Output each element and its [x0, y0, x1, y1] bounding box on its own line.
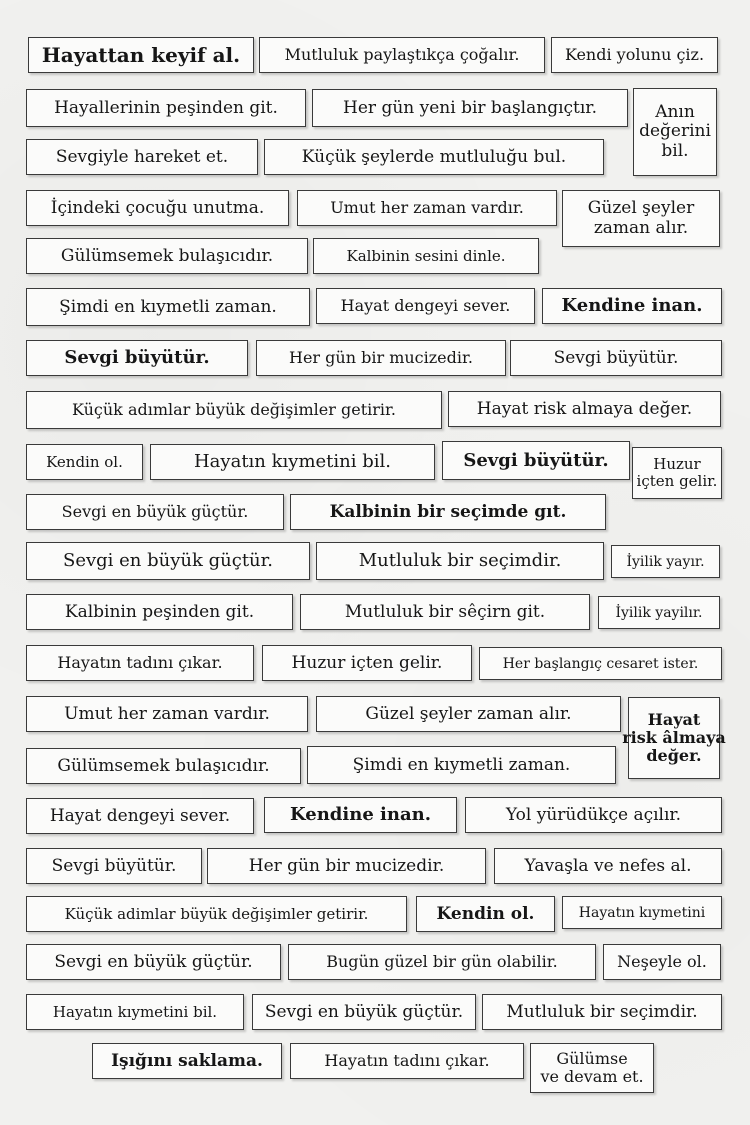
quote-text: Umut her zaman vardır. — [330, 198, 524, 217]
quote-strip-gulumsemek-bulasicidir — [26, 238, 308, 274]
quote-text: Huzur içten gelir. — [291, 652, 443, 673]
quote-text: Mutluluk bir seçimdir. — [506, 1001, 698, 1022]
quote-strip-sevgi-en-buyuk-guctur — [26, 944, 281, 980]
quote-strip-kendin-ol — [416, 896, 555, 932]
quote-strip-kendi-yolunu-ciz — [551, 37, 718, 73]
quote-strip-kendine-inan — [542, 288, 722, 324]
quote-strip-bugun-guzel-bir-gun-olabilir — [288, 944, 596, 980]
quote-text: Sevgi en büyük güçtür. — [63, 550, 273, 571]
quote-text: İyilik yayır. — [626, 553, 705, 570]
quote-strip-umut-her-zaman-vardir — [297, 190, 557, 226]
quote-strip-neseyle-ol — [603, 944, 721, 980]
quote-text: Hayat dengeyi sever. — [49, 805, 231, 826]
quote-strip-hayatin-tadini-cikar — [26, 645, 254, 681]
quote-strip-simdi-en-kiymetli-zaman — [26, 288, 310, 326]
quote-strip-kalbinin-bir-secimde-git — [290, 494, 606, 530]
quote-text: Sevgi büyütür. — [64, 347, 210, 368]
quote-strip-kalbinin-sesini-dinle — [313, 238, 539, 274]
quote-text: değerini — [639, 121, 711, 142]
quote-text: Anın — [655, 102, 695, 123]
quote-strip-hayatin-kiymetini-bil — [150, 444, 435, 480]
quote-text: Kendine inan. — [290, 804, 431, 825]
quote-text: Kendin ol. — [436, 903, 535, 924]
quote-text: Mutluluk paylaştıkça çoğalır. — [284, 45, 520, 64]
quote-strip-mutluluk-bir-secimdir — [482, 994, 722, 1030]
quote-text: Hayat dengeyi sever. — [340, 296, 511, 315]
quote-strip-sevgi-buyutur — [442, 441, 630, 480]
quote-strip-her-gun-bir-mucizedir — [256, 340, 506, 376]
quote-strip-hayat-dengeyi-sever — [316, 288, 535, 324]
quote-strip-hayatin-kiymetini-bil — [26, 994, 244, 1030]
quote-strip-kendine-inan — [264, 797, 457, 833]
quote-text: Güzel şeyler zaman alır. — [365, 703, 572, 724]
quote-text: Huzur — [653, 455, 701, 474]
quote-text: Yol yürüdükçe açılır. — [505, 804, 682, 825]
quote-text: Sevgi büyütür. — [553, 347, 679, 368]
quote-text: Sevgiyle hareket et. — [55, 146, 229, 167]
quote-strip-hayattan-keyif-al — [28, 37, 254, 73]
quote-text: risk âlmaya — [622, 728, 726, 748]
quote-text: İçindeki çocuğu unutma. — [50, 197, 265, 218]
quote-strip-hayatin-tadini-cikar — [290, 1043, 524, 1079]
quote-text: Kalbinin peşinden git. — [64, 601, 255, 622]
quote-strip-kucuk-adimlar-buyuk-degisimler-getirir — [26, 391, 442, 429]
quote-strip-i-yilik-yayilir — [598, 596, 720, 629]
quote-text: Hayallerinin peşinden git. — [54, 97, 278, 118]
quote-strip-simdi-en-kiymetli-zaman — [307, 746, 616, 784]
quote-text: Kalbinin bir seçimde gıt. — [329, 501, 567, 522]
quote-text: Her gün bir mucizedir. — [248, 855, 445, 876]
quote-text: Sevgi en büyük güçtür. — [264, 1001, 464, 1022]
quote-text: Hayatın tadını çıkar. — [324, 1051, 490, 1070]
quote-strip-gulumse-ve-devam-et — [530, 1043, 654, 1093]
quote-text: değer. — [646, 745, 702, 765]
quote-text: İyilik yayilır. — [615, 604, 703, 621]
quote-text: Güzel şeyler — [587, 198, 695, 219]
quote-strip-kalbinin-pesinden-git — [26, 594, 293, 630]
quote-text: Kendine inan. — [561, 295, 703, 316]
quote-strip-hayat-risk-almaya-deger — [448, 391, 721, 427]
quote-text: Kalbinin sesini dinle. — [346, 246, 506, 265]
quote-strip-her-gun-bir-mucizedir — [207, 848, 486, 884]
quote-strip-i-yilik-yayir — [611, 545, 720, 578]
quote-text: zaman alır. — [593, 217, 689, 238]
quote-text: Her başlangıç cesaret ister. — [502, 655, 699, 672]
quote-strip-guzel-seyler-zaman-alir — [562, 190, 720, 247]
quote-text: Sevgi büyütür. — [51, 855, 177, 876]
quote-strip-hayat-dengeyi-sever — [26, 798, 254, 834]
quote-text: Hayatın tadını çıkar. — [57, 653, 223, 672]
quote-text: Şimdi en kıymetli zaman. — [352, 754, 571, 775]
quote-text: Işığını saklama. — [111, 1050, 263, 1071]
quote-strip-her-baslangic-cesaret-ister — [479, 647, 722, 680]
quote-strip-isigini-saklama — [92, 1043, 282, 1079]
quote-strip-kendin-ol — [26, 444, 143, 480]
quote-strip-yavasla-ve-nefes-al — [494, 848, 722, 884]
quote-strip-kucuk-adimlar-buyuk-degisimler-getirir — [26, 896, 407, 932]
quote-text: içten gelir. — [636, 472, 718, 490]
quote-strip-guzel-seyler-zaman-alir — [316, 696, 621, 732]
quote-strip-hayatin-kiymetini — [562, 896, 722, 929]
quote-text: Umut her zaman vardır. — [64, 703, 270, 724]
quote-text: Gülümse — [556, 1049, 628, 1069]
quote-text: Kendi yolunu çiz. — [564, 45, 705, 64]
quote-text: Hayatın kıymetini — [578, 904, 706, 921]
quote-text: Hayatın kıymetini bil. — [193, 451, 391, 472]
quote-strip-sevgi-en-buyuk-guctur — [26, 542, 310, 580]
quote-strip-mutluluk-bir-secimdir — [316, 542, 604, 580]
quote-strip-mutluluk-paylastikca-cogalir — [259, 37, 545, 73]
quote-strip-sevgi-buyutur — [26, 340, 248, 376]
quote-text: Hayat — [647, 710, 701, 730]
quote-strip-sevgi-buyutur — [510, 340, 722, 376]
quote-text: Hayat risk almaya değer. — [476, 398, 693, 419]
quote-strip-sevgi-buyutur — [26, 848, 202, 884]
quote-strip-umut-her-zaman-vardir — [26, 696, 308, 732]
quote-strip-mutluluk-bir-secirn-git — [300, 594, 590, 630]
quote-text: Küçük şeylerde mutluluğu bul. — [301, 146, 567, 167]
quote-text: Gülümsemek bulaşıcıdır. — [60, 245, 274, 266]
quote-strip-yol-yurudukce-acilir — [465, 797, 722, 833]
quote-strip-sevgiyle-hareket-et — [26, 139, 258, 175]
quote-text: Küçük adımlar büyük değişimler getirir. — [72, 400, 396, 419]
quote-text: Sevgi büyütür. — [463, 449, 609, 471]
quote-text: Şimdi en kıymetli zaman. — [59, 296, 277, 317]
quote-strip-kucuk-seylerde-mutlulugu-bul — [264, 139, 604, 175]
quote-strip-her-gun-yeni-bir-baslangictir — [312, 89, 628, 127]
quote-strip-hayallerinin-pesinden-git — [26, 89, 306, 127]
quote-text: Bugün güzel bir gün olabilir. — [326, 952, 558, 971]
quote-text: Mutluluk bir seçimdir. — [358, 550, 562, 571]
quote-text: bil. — [661, 140, 689, 161]
quote-text: Küçük adimlar büyük değişimler getirir. — [64, 904, 369, 923]
quote-text: Mutluluk bir sêçirn git. — [344, 601, 546, 622]
quote-strip-huzur-icten-gelir — [632, 447, 722, 499]
quote-text: Sevgi en büyük güçtür. — [61, 502, 249, 521]
quote-strip-hayat-risk-almaya-deger — [622, 697, 726, 779]
quote-text: Hayattan keyif al. — [41, 43, 241, 67]
quote-text: Hayatın kıymetini bil. — [52, 1002, 218, 1021]
quote-strip-anin-degerini-bil — [633, 88, 717, 176]
quote-text: ve devam et. — [540, 1067, 644, 1086]
quote-text: Yavaşla ve nefes al. — [524, 855, 692, 876]
quote-strip-huzur-icten-gelir — [262, 645, 472, 681]
quote-text: Kendin ol. — [46, 452, 123, 471]
quote-text: Her gün yeni bir başlangıçtır. — [343, 97, 597, 118]
quote-text: Neşeyle ol. — [617, 952, 707, 971]
quote-text: Her gün bir mucizedir. — [289, 348, 473, 367]
quote-text: Gülümsemek bulaşıcıdır. — [57, 755, 270, 776]
quote-strip-sevgi-en-buyuk-guctur — [26, 494, 284, 530]
quote-text: Sevgi en büyük güçtür. — [54, 951, 253, 972]
quote-strip-sevgi-en-buyuk-guctur — [252, 994, 476, 1030]
quote-strip-gulumsemek-bulasicidir — [26, 748, 301, 784]
quote-strip-i-cindeki-cocugu-unutma — [26, 190, 289, 226]
